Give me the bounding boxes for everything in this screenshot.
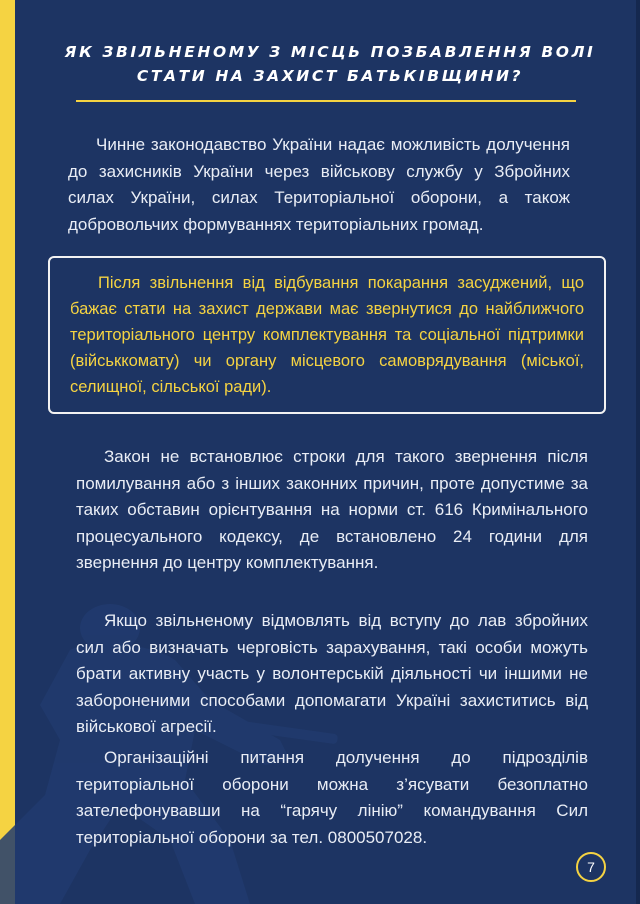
law-paragraph <box>76 444 588 577</box>
callout-text: Після звільнення від відбування покарання засуджений, що бажає стати на захист держави має звернутися до найближчого територіального центру комплектування та соціальної підтримки (військкомату) чи органу місцевого самоврядування (міської, селищної, сільської ради). <box>70 274 584 396</box>
right-edge <box>636 0 640 904</box>
callout-paragraph <box>70 270 584 400</box>
title-line-2: СТАТИ НА ЗАХИСТ БАТЬКІВЩИНИ? <box>136 67 524 85</box>
title-divider <box>76 100 576 102</box>
refusal-text: Якщо звільненому відмовлять від вступу до лав збройних сил або визначать черговість зарахування, такі особи можуть брати активну участь у волонтерській діяльності чи іншими не забороненими способами допомагати Україні захиститись від військової агресії. <box>76 611 588 736</box>
intro-text: Чинне законодавство України надає можливість долучення до захисників України через військову службу у Збройних силах України, силах Територіальної оборони, а також добровольчих формуваннях територіальних громад. <box>68 135 570 234</box>
page-title <box>60 40 600 88</box>
intro-paragraph <box>68 132 570 238</box>
contact-text: Організаційні питання долучення до підрозділів територіальної оборони можна з’ясувати безоплатно зателефонувавши на “гарячу лінію” командування Сил територіальної оборони за тел. 0800507028. <box>76 748 588 847</box>
refusal-paragraph <box>76 608 588 741</box>
title-line-1: ЯК ЗВІЛЬНЕНОМУ З МІСЦЬ ПОЗБАВЛЕННЯ ВОЛІ <box>64 43 596 61</box>
law-text: Закон не встановлює строки для такого звернення після помилування або з інших законних причин, проте допустиме за таких обставин орієнтування на норми ст. 616 Кримінального процесуального кодексу, де встановлено 24 години для звернення до центру комплектування. <box>76 447 588 572</box>
contact-paragraph <box>76 745 588 851</box>
page-number: 7 <box>576 852 606 882</box>
